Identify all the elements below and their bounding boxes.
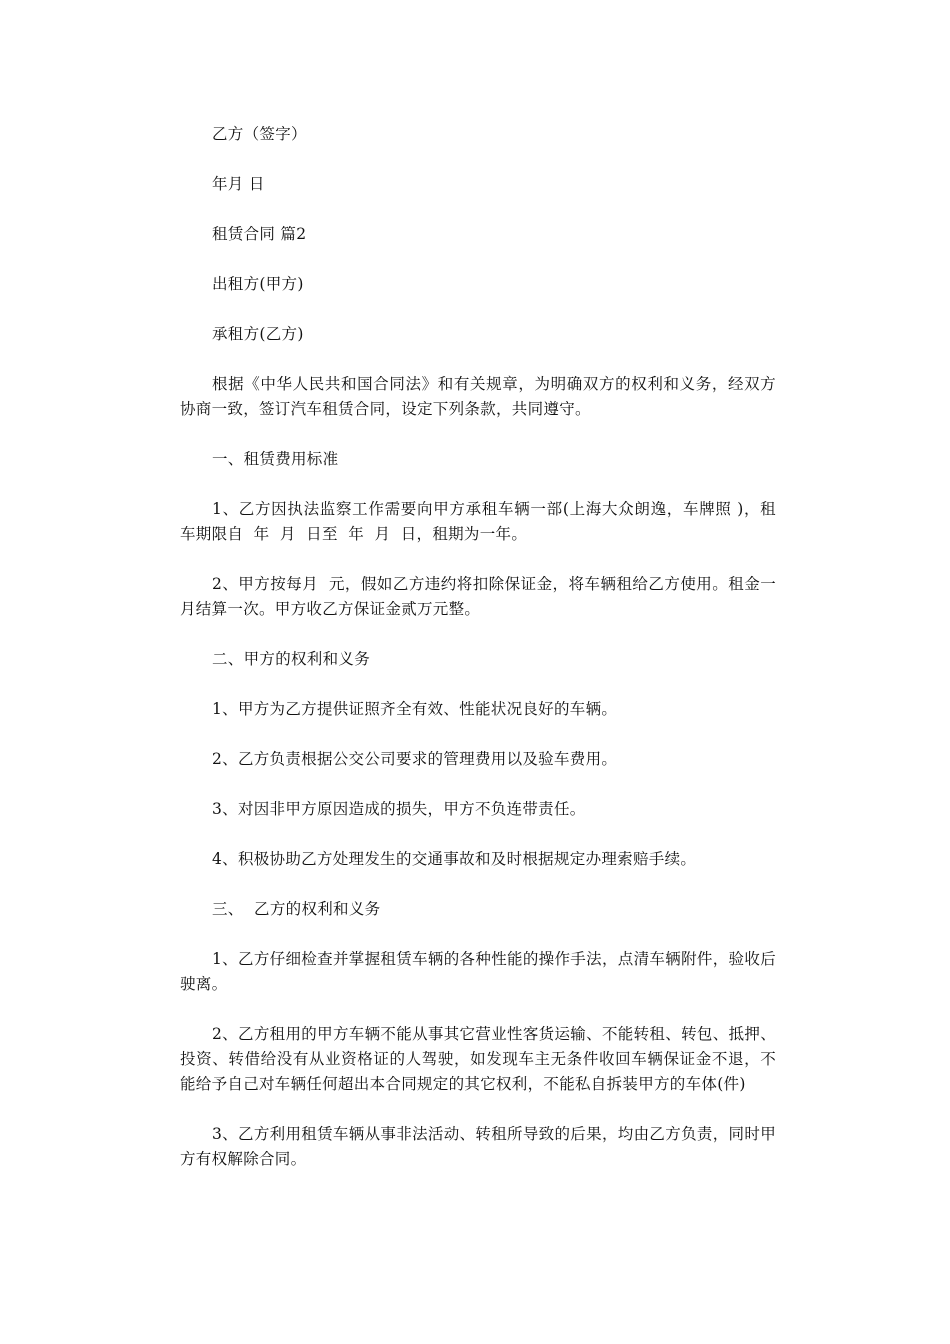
fees-clause-2: 2、甲方按每月 元，假如乙方违约将扣除保证金，将车辆租给乙方使用。租金一月结算一次。甲方收乙方保证金贰万元整。 bbox=[180, 575, 776, 618]
fees-clause-1: 1、乙方因执法监察工作需要向甲方承租车辆一部(上海大众朗逸，车牌照 )，租车期限自 年 月 日至 年 月 日，租期为一年。 bbox=[180, 500, 776, 543]
date-line: 年月 日 bbox=[212, 175, 265, 193]
lessor-line: 出租方(甲方) bbox=[212, 275, 304, 293]
signature-line-party-b: 乙方（签字） bbox=[212, 125, 307, 143]
party-a-clause-2: 2、乙方负责根据公交公司要求的管理费用以及验车费用。 bbox=[212, 750, 618, 768]
party-b-clause-2: 2、乙方租用的甲方车辆不能从事其它营业性客货运输、不能转租、转包、抵押、投资、转借给没有从业资格证的人驾驶，如发现车主无条件收回车辆保证金不退，不能给予自己对车辆任何超出本合同规定的其它权利，不能私自拆装甲方的车体(件) bbox=[180, 1025, 776, 1093]
section-heading-fees: 一、租赁费用标准 bbox=[212, 450, 339, 468]
section-heading-party-b: 三、 乙方的权利和义务 bbox=[212, 900, 381, 918]
party-a-clause-4: 4、积极协助乙方处理发生的交通事故和及时根据规定办理索赔手续。 bbox=[212, 850, 697, 868]
contract-title: 租赁合同 篇2 bbox=[212, 225, 307, 243]
document-body bbox=[180, 122, 776, 1197]
section-heading-party-a: 二、甲方的权利和义务 bbox=[212, 650, 371, 668]
party-b-clause-1: 1、乙方仔细检查并掌握租赁车辆的各种性能的操作手法，点清车辆附件，验收后驶离。 bbox=[180, 950, 776, 993]
preamble-paragraph: 根据《中华人民共和国合同法》和有关规章，为明确双方的权利和义务，经双方协商一致，签订汽车租赁合同，设定下列条款，共同遵守。 bbox=[180, 375, 776, 418]
party-a-clause-3: 3、对因非甲方原因造成的损失，甲方不负连带责任。 bbox=[212, 800, 586, 818]
party-a-clause-1: 1、甲方为乙方提供证照齐全有效、性能状况良好的车辆。 bbox=[212, 700, 618, 718]
party-b-clause-3: 3、乙方利用租赁车辆从事非法活动、转租所导致的后果，均由乙方负责，同时甲方有权解除合同。 bbox=[180, 1125, 776, 1168]
lessee-line: 承租方(乙方) bbox=[212, 325, 304, 343]
